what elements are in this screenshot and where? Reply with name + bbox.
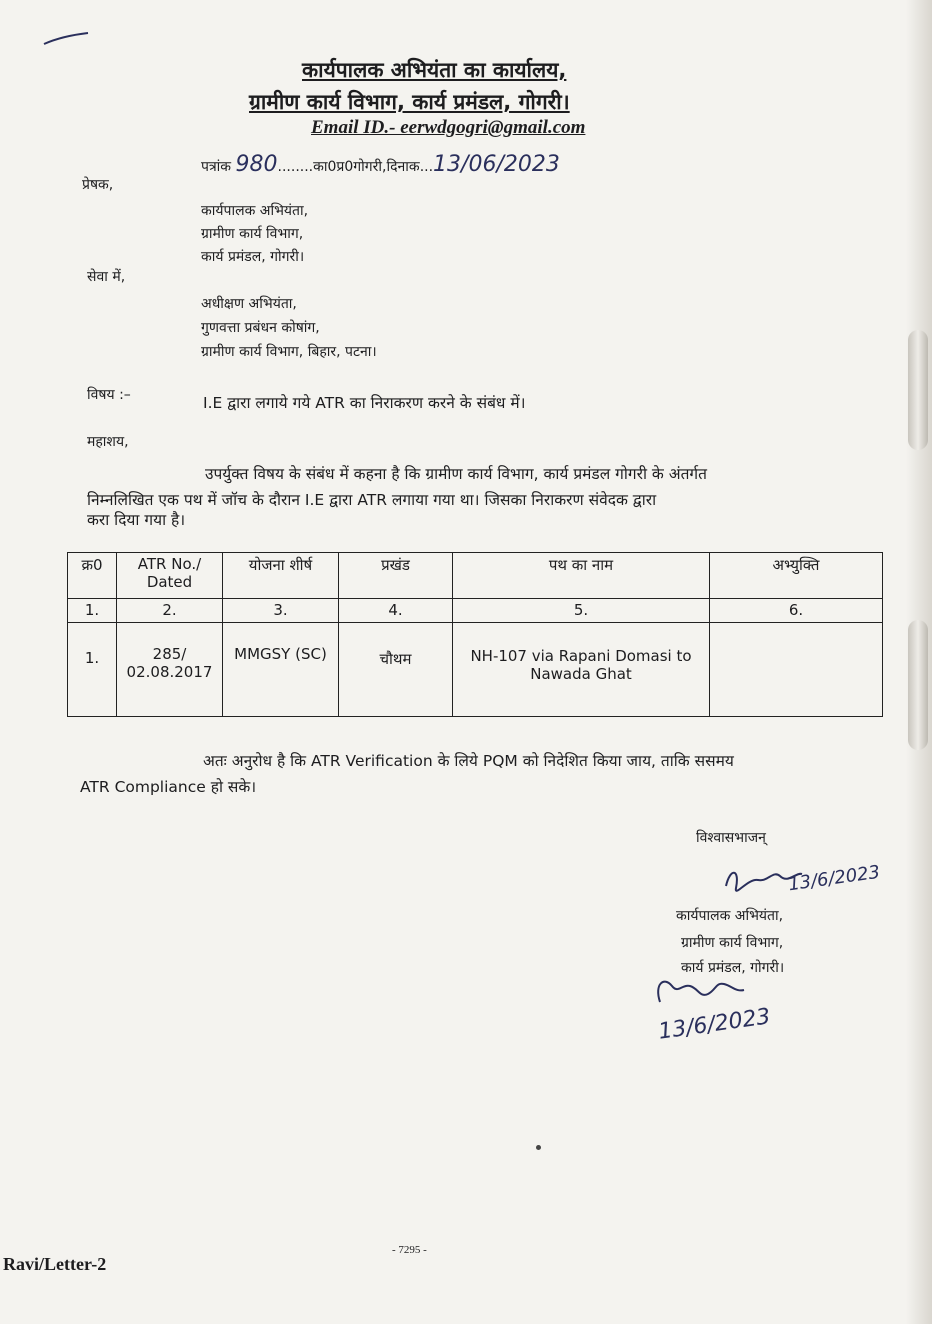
handwritten-note-date: 13/6/2023 bbox=[656, 1004, 773, 1045]
sender-line-3: कार्य प्रमंडल, गोगरी। bbox=[201, 249, 305, 265]
recipient-line-1: अधीक्षण अभियंता, bbox=[201, 296, 297, 312]
closing-yours: विश्वासभाजन् bbox=[696, 830, 766, 846]
reference-line: पत्रांक 980........का0प्र0गोगरी,दिनाक...13/06/2023 bbox=[201, 152, 560, 177]
salutation: महाशय, bbox=[87, 434, 129, 450]
closing-line-3: कार्य प्रमंडल, गोगरी। bbox=[681, 960, 785, 976]
table-header-cell: प्रखंड bbox=[339, 553, 453, 599]
table-cell-block: चौथम bbox=[339, 623, 453, 717]
binder-clip-top bbox=[908, 330, 928, 450]
office-title-line1: कार्यपालक अभियंता का कार्यालय, bbox=[302, 58, 567, 82]
table-number-cell: 3. bbox=[223, 599, 339, 623]
handwritten-initials bbox=[650, 970, 760, 1010]
closing-line-1: कार्यपालक अभियंता, bbox=[676, 908, 784, 924]
signature-date: 13/6/2023 bbox=[786, 861, 882, 896]
table-cell-road-name: NH-107 via Rapani Domasi to Nawada Ghat bbox=[453, 623, 710, 717]
footer-page-code: - 7295 - bbox=[392, 1244, 427, 1256]
sender-line-2: ग्रामीण कार्य विभाग, bbox=[201, 226, 304, 242]
table-header-cell: ATR No./ Dated bbox=[117, 553, 223, 599]
pen-mark bbox=[42, 30, 92, 48]
table-cell-atr: 285/ 02.08.2017 bbox=[117, 623, 223, 717]
table-header-cell: योजना शीर्ष bbox=[223, 553, 339, 599]
office-code: का0प्र0गोगरी,दिनाक bbox=[313, 159, 420, 175]
office-title-line2: ग्रामीण कार्य विभाग, कार्य प्रमंडल, गोगरी। bbox=[249, 90, 570, 114]
table-cell-scheme: MMGSY (SC) bbox=[223, 623, 339, 717]
sender-line-1: कार्यपालक अभियंता, bbox=[201, 203, 309, 219]
sender-label: प्रेषक, bbox=[82, 177, 114, 193]
table-number-cell: 5. bbox=[453, 599, 710, 623]
recipient-label: सेवा में, bbox=[87, 269, 126, 285]
request-line-2: ATR Compliance हो सके। bbox=[80, 778, 257, 796]
table-header-cell: क्र0 bbox=[68, 553, 117, 599]
body-line-3: करा दिया गया है। bbox=[87, 511, 186, 529]
body-line-2: निम्नलिखित एक पथ में जॉच के दौरान I.E द्वारा ATR लगाया गया था। जिसका निराकरण संवेदक द्वारा bbox=[87, 491, 657, 509]
reference-date: 13/06/2023 bbox=[433, 152, 560, 177]
patrank-number: 980 bbox=[235, 152, 278, 177]
recipient-line-2: गुणवत्ता प्रबंधन कोषांग, bbox=[201, 320, 320, 336]
table-number-cell: 6. bbox=[710, 599, 883, 623]
table-number-row bbox=[68, 599, 883, 623]
table-header-cell: पथ का नाम bbox=[453, 553, 710, 599]
binder-clip-bottom bbox=[908, 620, 928, 750]
table-row bbox=[68, 623, 883, 717]
office-email: Email ID.- eerwdgogri@gmail.com bbox=[311, 117, 586, 138]
patrank-label: पत्रांक bbox=[201, 159, 232, 175]
table-number-cell: 1. bbox=[68, 599, 117, 623]
atr-table bbox=[67, 552, 883, 717]
recipient-line-3: ग्रामीण कार्य विभाग, बिहार, पटना। bbox=[201, 344, 377, 360]
subject-label: विषय :– bbox=[87, 387, 131, 403]
ink-dot bbox=[536, 1145, 541, 1150]
table-cell-remark bbox=[710, 623, 883, 717]
subject-text: I.E द्वारा लगाये गये ATR का निराकरण करने के संबंध में। bbox=[203, 394, 526, 412]
table-header-cell: अभ्युक्ति bbox=[710, 553, 883, 599]
body-line-1: उपर्युक्त विषय के संबंध में कहना है कि ग्रामीण कार्य विभाग, कार्य प्रमंडल गोगरी के अंतर्गत bbox=[205, 465, 707, 483]
table-cell-serial: 1. bbox=[68, 623, 117, 717]
table-header-row bbox=[68, 553, 883, 599]
table-number-cell: 4. bbox=[339, 599, 453, 623]
table-number-cell: 2. bbox=[117, 599, 223, 623]
request-line-1: अतः अनुरोध है कि ATR Verification के लिये PQM को निदेशित किया जाय, ताकि ससमय bbox=[203, 752, 734, 770]
closing-line-2: ग्रामीण कार्य विभाग, bbox=[681, 935, 784, 951]
footer-file-ref: Ravi/Letter-2 bbox=[3, 1254, 107, 1274]
